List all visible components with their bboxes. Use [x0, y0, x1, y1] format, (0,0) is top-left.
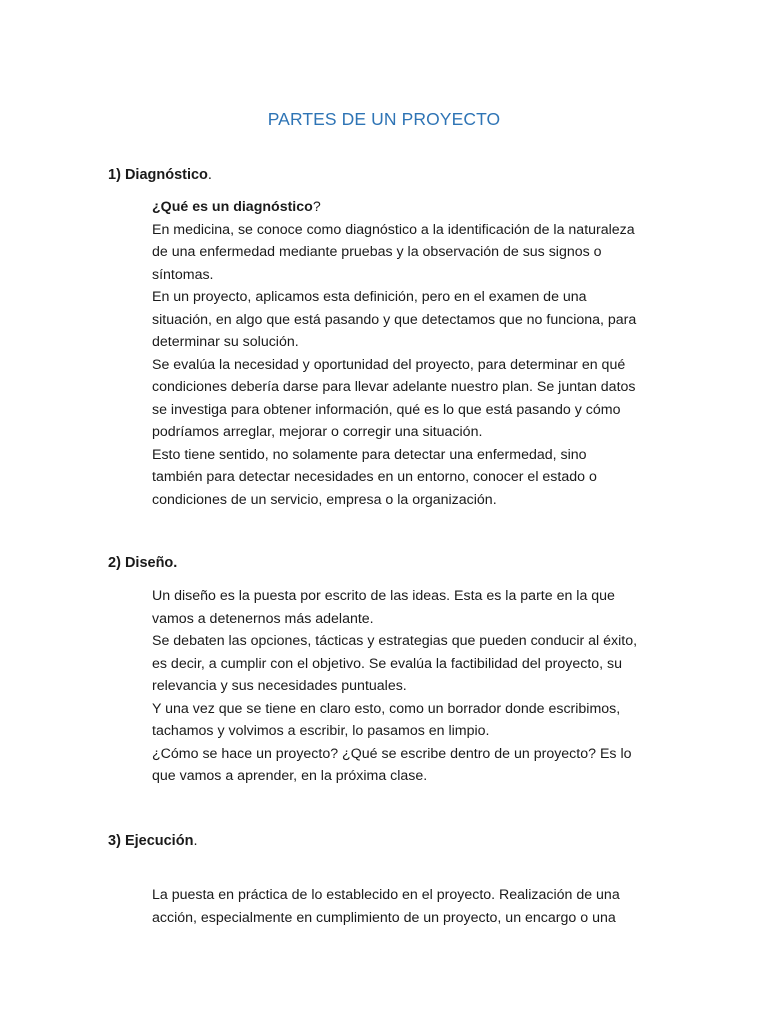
document-title: PARTES DE UN PROYECTO: [267, 109, 501, 129]
section-heading-diagnostico: [108, 164, 212, 186]
question-line: [152, 196, 672, 219]
section-title-suffix: .: [207, 167, 212, 183]
text-line: acción, especialmente en cumplimiento de un proyecto, un encargo o una: [152, 909, 616, 926]
section-heading-diseno: [108, 552, 177, 574]
text-line: podríamos arreglar, mejorar o corregir una situación.: [152, 424, 483, 440]
section-body-diagnostico: [152, 196, 672, 511]
section-number: 1): [108, 167, 121, 183]
text-line: En un proyecto, aplicamos esta definición, pero en el examen de una: [152, 289, 587, 305]
text-line: ¿Cómo se hace un proyecto? ¿Qué se escribe dentro de un proyecto? Es lo: [152, 745, 632, 762]
text-line: tachamos y volvimos a escribir, lo pasamos en limpio.: [152, 723, 490, 739]
section-title: Ejecución: [124, 833, 194, 849]
text-line: Un diseño es la puesta por escrito de las ideas. Esta es la parte en la que: [152, 588, 615, 604]
text-line: Esto tiene sentido, no solamente para detectar una enfermedad, sino: [152, 446, 587, 463]
text-line: Y una vez que se tiene en claro esto, como un borrador donde escribimos,: [152, 700, 621, 717]
text-line: La puesta en práctica de lo establecido en el proyecto. Realización de una: [152, 887, 620, 903]
section-number: 2): [108, 555, 121, 571]
text-line: síntomas.: [152, 266, 214, 283]
text-line: condiciones debería darse para llevar adelante nuestro plan. Se juntan datos: [152, 379, 636, 395]
text-line: que vamos a aprender, en la próxima clase.: [152, 768, 428, 784]
text-line: también para detectar necesidades en un entorno, conocer el estado o: [152, 469, 597, 485]
section-title-suffix: .: [193, 833, 198, 849]
section-title: Diseño.: [124, 555, 178, 571]
section-heading-ejecucion: [108, 830, 197, 852]
question-suffix: ?: [312, 199, 321, 215]
text-line: determinar su solución.: [152, 334, 299, 350]
question-bold: ¿Qué es un diagnóstico: [152, 199, 313, 215]
section-body-ejecucion: [152, 884, 672, 929]
text-line: condiciones de un servicio, empresa o la organización.: [152, 491, 497, 508]
text-line: En medicina, se conoce como diagnóstico a la identificación de la naturaleza: [152, 221, 635, 238]
text-line: situación, en algo que está pasando y que detectamos que no funciona, para: [152, 311, 637, 328]
text-line: vamos a detenernos más adelante.: [152, 610, 374, 627]
section-body-diseno: [152, 585, 672, 788]
text-line: de una enfermedad mediante pruebas y la observación de sus signos o: [152, 244, 602, 260]
section-number: 3): [108, 833, 121, 849]
section-title: Diagnóstico: [124, 167, 208, 183]
text-line: se investiga para obtener información, qué es lo que está pasando y cómo: [152, 401, 621, 418]
text-line: es decir, a cumplir con el objetivo. Se evalúa la factibilidad del proyecto, su: [152, 655, 623, 672]
text-line: Se debaten las opciones, tácticas y estrategias que pueden conducir al éxito,: [152, 633, 638, 649]
text-line: Se evalúa la necesidad y oportunidad del proyecto, para determinar en qué: [152, 356, 626, 373]
text-line: relevancia y sus necesidades puntuales.: [152, 678, 407, 694]
